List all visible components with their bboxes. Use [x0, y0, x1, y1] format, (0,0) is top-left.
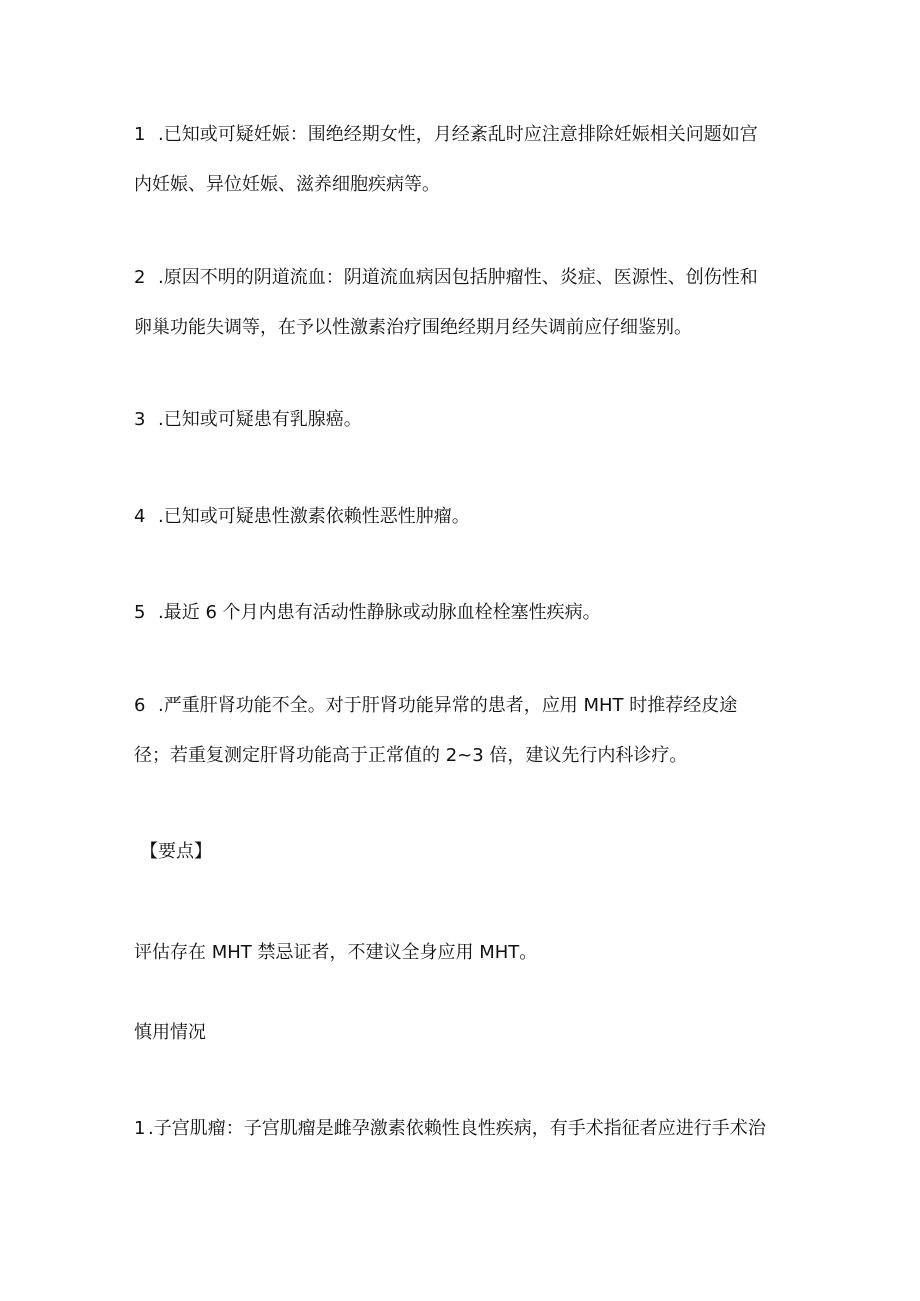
caution-item-1-text: .子宫肌瘤：子宫肌瘤是雌孕激素依赖性良性疾病，有手术指征者应进行手术治 [148, 1118, 766, 1139]
item-1-line-2 [134, 173, 440, 197]
item-2-line-2 [134, 316, 692, 340]
item-6-line-1 [134, 694, 737, 718]
item-3-line-1 [134, 408, 362, 432]
item-6-text-line-1: .严重肝肾功能不全。对于肝肾功能异常的患者，应用 MHT 时推荐经皮途 [158, 695, 738, 716]
item-1-line-1 [134, 123, 758, 147]
key-point-heading: 【要点】 [140, 841, 212, 862]
item-6-text-line-2: 径；若重复测定肝肾功能高于正常值的 2~3 倍，建议先行内科诊疗。 [134, 745, 688, 766]
item-2-number: 2 [134, 267, 146, 288]
item-5-text-line-1: .最近 6 个月内患有活动性静脉或动脉血栓栓塞性疾病。 [158, 602, 601, 623]
item-1-text-line-2: 内妊娠、异位妊娠、滋养细胞疾病等。 [134, 174, 440, 195]
item-6-line-2 [134, 744, 687, 768]
item-4-text-line-1: .已知或可疑患性激素依赖性恶性肿瘤。 [158, 506, 470, 527]
item-2-text-line-2: 卵巢功能失调等，在予以性激素治疗围绝经期月经失调前应仔细鉴别。 [134, 317, 692, 338]
item-4-line-1 [134, 505, 470, 529]
item-2-text-line-1: .原因不明的阴道流血：阴道流血病因包括肿瘤性、炎症、医源性、创伤性和 [158, 267, 758, 288]
item-2-line-1 [134, 266, 758, 290]
key-point-text: 评估存在 MHT 禁忌证者，不建议全身应用 MHT。 [134, 942, 538, 963]
item-5-number: 5 [134, 602, 146, 623]
caution-heading: 慎用情况 [134, 1022, 206, 1043]
item-1-number: 1 [134, 124, 146, 145]
item-4-number: 4 [134, 506, 146, 527]
item-3-number: 3 [134, 409, 146, 430]
caution-item-1-number: 1 [134, 1118, 146, 1139]
item-1-text-line-1: .已知或可疑妊娠：围绝经期女性，月经紊乱时应注意排除妊娠相关问题如宫 [158, 124, 758, 145]
item-6-number: 6 [134, 695, 146, 716]
item-5-line-1 [134, 601, 601, 625]
item-3-text-line-1: .已知或可疑患有乳腺癌。 [158, 409, 362, 430]
caution-item-1-line-1 [134, 1117, 766, 1141]
